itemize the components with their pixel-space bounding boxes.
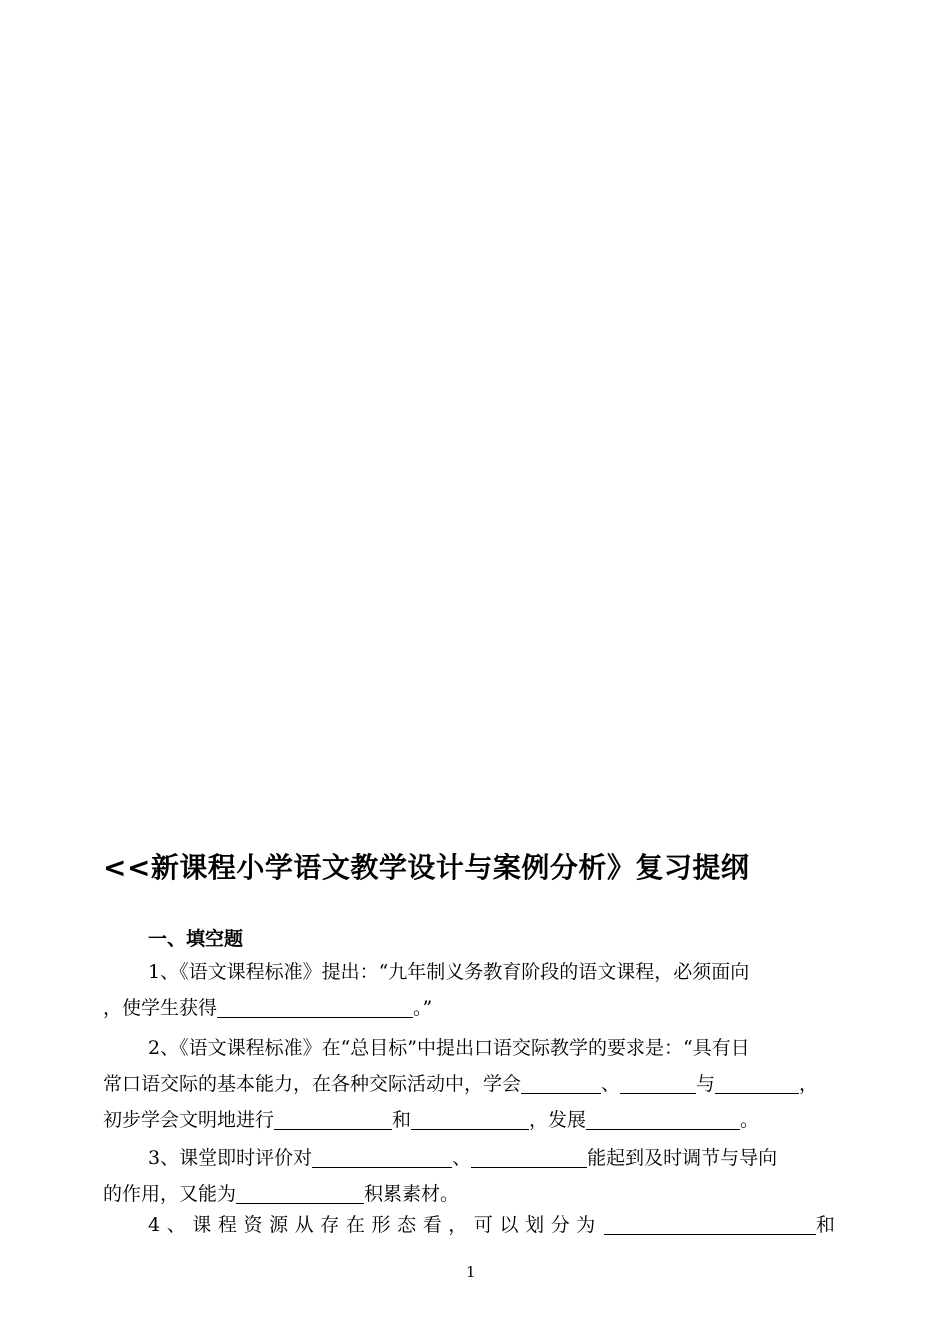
question-2-text: ，发展	[529, 1109, 587, 1131]
fill-blank[interactable]	[604, 1212, 816, 1235]
fill-blank[interactable]	[274, 1107, 392, 1130]
question-4-line-1	[148, 1211, 848, 1239]
question-1-line-1	[148, 958, 848, 986]
question-2-text: 。	[740, 1109, 760, 1131]
fill-blank[interactable]	[620, 1071, 696, 1094]
question-1-line-2	[103, 994, 848, 1022]
question-4-text: 和	[815, 1214, 835, 1236]
section-heading: 一、填空题	[148, 928, 244, 950]
fill-blank[interactable]	[715, 1071, 799, 1094]
question-3-text: 能起到及时调节与导向	[587, 1147, 778, 1169]
question-2-text: 、	[601, 1073, 621, 1095]
question-2-line-3	[103, 1106, 848, 1134]
question-2-text: 常口语交际的基本能力，在各种交际活动中，学会	[103, 1073, 522, 1095]
question-2-line-1	[148, 1034, 848, 1062]
question-3-line-1	[148, 1144, 848, 1172]
fill-blank[interactable]	[471, 1145, 587, 1168]
question-2-text: 初步学会文明地进行	[103, 1109, 275, 1131]
question-1-text: 1、《语文课程标准》提出：“九年制义务教育阶段的语文课程，必须面向	[148, 961, 750, 983]
fill-blank[interactable]	[236, 1181, 364, 1204]
question-3-line-2	[103, 1180, 848, 1208]
question-4-text: 4、课程资源从存在形态看，可以划分为	[148, 1214, 602, 1236]
question-2-text: ，	[799, 1073, 819, 1095]
question-1-text: 。”	[413, 997, 433, 1019]
document-title: <<新课程小学语文教学设计与案例分析》复习提纲	[103, 851, 750, 884]
fill-blank[interactable]	[312, 1145, 452, 1168]
question-3-text: 的作用，又能为	[103, 1183, 237, 1205]
question-2-text: 2、《语文课程标准》在“总目标”中提出口语交际教学的要求是：“具有日	[148, 1037, 750, 1059]
question-3-text: 3、课堂即时评价对	[148, 1147, 313, 1169]
question-2-line-2	[103, 1070, 848, 1098]
question-2-text: 和	[392, 1109, 412, 1131]
fill-blank[interactable]	[521, 1071, 601, 1094]
fill-blank[interactable]	[217, 995, 413, 1018]
question-3-text: 、	[452, 1147, 472, 1169]
page-number: 1	[466, 1263, 476, 1281]
fill-blank[interactable]	[411, 1107, 529, 1130]
question-3-text: 积累素材。	[364, 1183, 460, 1205]
question-2-text: 与	[696, 1073, 716, 1095]
question-1-text: ，使学生获得	[103, 997, 218, 1019]
fill-blank[interactable]	[586, 1107, 740, 1130]
